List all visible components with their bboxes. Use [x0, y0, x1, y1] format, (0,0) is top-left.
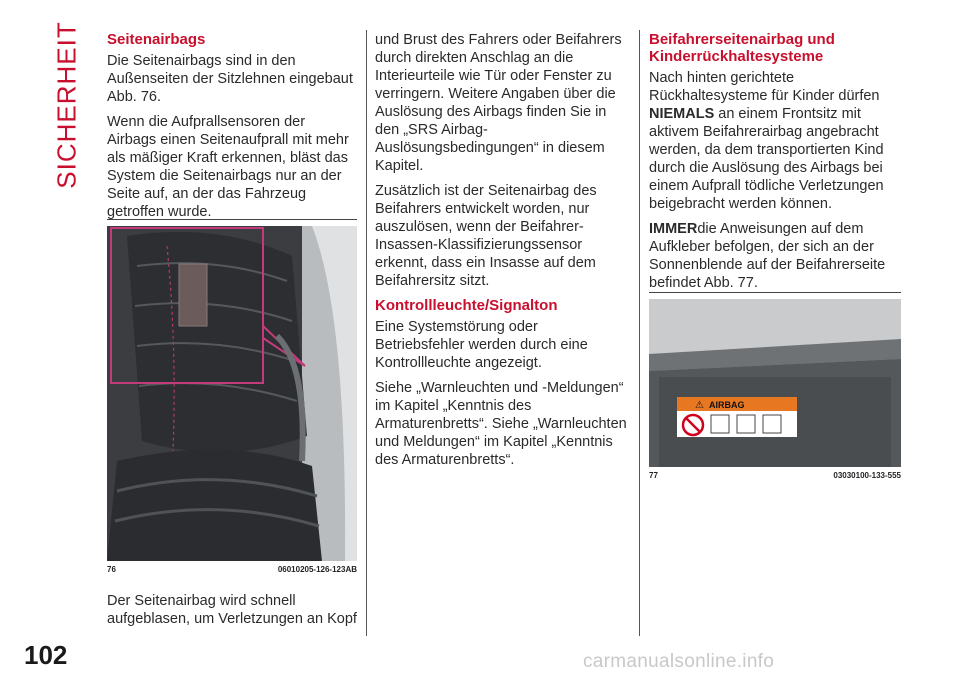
- paragraph: Der Seitenairbag wird schnell aufgeblasen, um Verletzungen an Kopf: [107, 593, 357, 627]
- column-divider: [639, 30, 640, 636]
- paragraph: und Brust des Fahrers oder Beifahrers durch direkten Anschlag an die Interieurteile wie Tür oder Fenster zu verringern. Weitere Angaben über die Auslösung des Airbags finden Sie in den „SRS Airbag-Auslösungsbedingungen“ in diesem Kapitel.: [375, 32, 622, 174]
- heading-beifahrerseitenairbag: Beifahrerseitenairbag und Kinderrückhaltesysteme: [649, 31, 835, 65]
- figure-caption: [107, 561, 357, 574]
- emphasis-niemals: NIEMALS: [649, 106, 715, 122]
- section-side-label: [51, 21, 82, 189]
- text: Nach hinten gerichtete Rückhaltesysteme für Kinder dürfen: [649, 70, 880, 104]
- figure-code: 06010205-126-123AB: [277, 565, 357, 574]
- airbag-label-text: AIRBAG: [709, 400, 745, 410]
- column-divider: [366, 30, 367, 636]
- paragraph: Eine Systemstörung oder Betriebsfehler werden durch eine Kontrollleuchte angezeigt.: [375, 319, 588, 371]
- paragraph: Wenn die Aufprallsensoren der Airbags einen Seitenaufprall mit mehr als mäßiger Kraft erkennen, bläst das System die Seitenairbags nur an der Seite auf, an der das Fahrzeug getroffen wurde.: [107, 114, 349, 220]
- figure-rule: [107, 219, 357, 220]
- column-1: [107, 31, 357, 228]
- warning-triangle-icon: ⚠: [695, 400, 704, 411]
- paragraph: [649, 220, 901, 292]
- heading-seitenairbags: Seitenairbags: [107, 31, 206, 48]
- section-label: SICHERHEIT: [51, 21, 82, 189]
- paragraph: Siehe „Warnleuchten und -Meldungen“ im Kapitel „Kenntnis des Armaturenbretts“. Siehe „Warnleuchten und Meldungen“ im Kapitel „Kenntnis des Armaturenbretts“.: [375, 380, 627, 468]
- watermark: carmanualsonline.info: [583, 651, 775, 672]
- figure-77-image: [649, 299, 901, 467]
- emphasis-immer: IMMER: [649, 221, 698, 237]
- text: die Anweisungen auf dem Aufkleber befolgen, der sich an der Sonnenblende auf der Beifahrerseite befindet Abb. 77.: [649, 221, 886, 291]
- paragraph: Zusätzlich ist der Seitenairbag des Beifahrers entwickelt worden, nur auszulösen, wenn der Beifahrer-Insassen-Klassifizierungssensor erkennt, dass ein Insasse auf dem Beifahrersitz sitzt.: [375, 183, 597, 289]
- paragraph: Die Seitenairbags sind in den Außenseiten der Sitzlehnen eingebaut Abb. 76.: [107, 53, 353, 105]
- figure-76: [107, 219, 357, 574]
- text: an einem Frontsitz mit aktivem Beifahrerairbag angebracht werden, da dem transportierten Kind durch die Auslösung des Airbags bei einem Aufprall tödliche Verletzungen beigebracht werden können.: [649, 106, 884, 212]
- column-3: [649, 31, 901, 299]
- figure-number: 76: [107, 565, 116, 574]
- paragraph: [649, 69, 901, 213]
- figure-76-image: [107, 226, 357, 561]
- column-2: [375, 31, 630, 476]
- figure-code: 03030100-133-555: [833, 471, 901, 480]
- page-number: 102: [24, 640, 68, 670]
- figure-number: 77: [649, 471, 658, 480]
- seat-side-airbag-illustration: [107, 226, 357, 561]
- sun-visor-airbag-label-illustration: [649, 299, 901, 467]
- figure-77: [649, 292, 901, 480]
- heading-kontrollleuchte: Kontrollleuchte/Signalton: [375, 297, 558, 314]
- figure-caption: [649, 467, 901, 480]
- figure-rule: [649, 292, 901, 293]
